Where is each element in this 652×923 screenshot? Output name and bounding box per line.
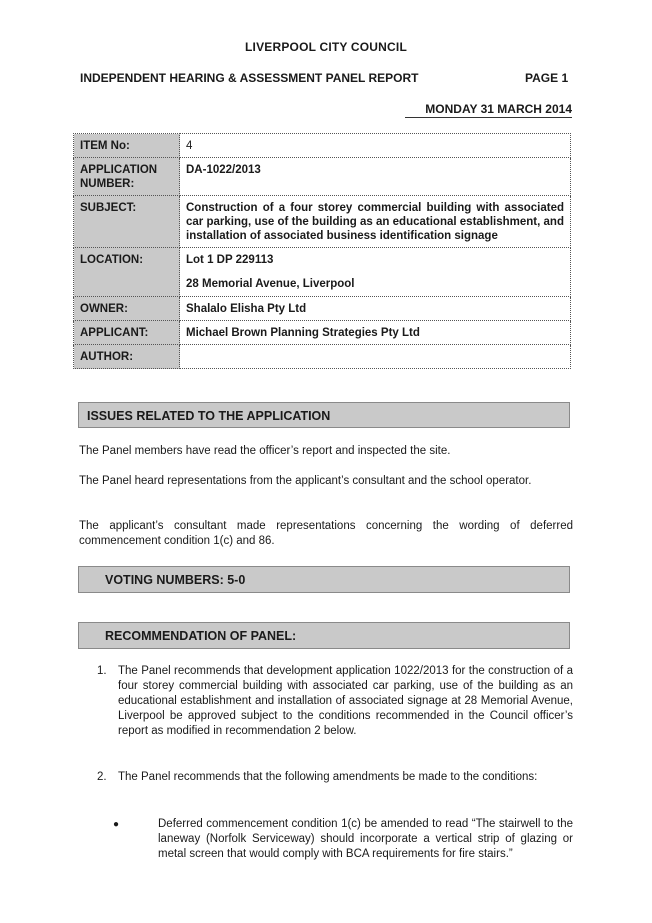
recommendation-heading: RECOMMENDATION OF PANEL: bbox=[78, 622, 570, 649]
item-no-label: ITEM No: bbox=[74, 134, 180, 158]
location-value bbox=[180, 248, 571, 297]
issues-paragraph: The Panel heard representations from the applicant’s consultant and the school operator. bbox=[79, 475, 532, 487]
issues-paragraph: The Panel members have read the officer’s report and inspected the site. bbox=[79, 445, 451, 457]
bullet-icon: ● bbox=[113, 819, 120, 830]
location-lot: Lot 1 DP 229113 bbox=[186, 254, 274, 266]
subject-label: SUBJECT: bbox=[74, 196, 180, 248]
recommendation-item bbox=[97, 664, 573, 739]
recommendation-text: The Panel recommends that the following amendments be made to the conditions: bbox=[118, 771, 538, 783]
owner-label: OWNER: bbox=[74, 297, 180, 321]
recommendation-number: 1. bbox=[97, 665, 107, 677]
council-name: LIVERPOOL CITY COUNCIL bbox=[245, 40, 407, 54]
issues-paragraph: The applicant’s consultant made representations concerning the wording of deferred commencement condition 1(c) and 86. bbox=[79, 520, 573, 547]
table-row bbox=[74, 134, 571, 158]
recommendation-item bbox=[97, 770, 573, 785]
item-no-value: 4 bbox=[180, 134, 571, 158]
application-details-table bbox=[73, 133, 571, 369]
table-row bbox=[74, 196, 571, 248]
page-number: PAGE 1 bbox=[525, 71, 569, 85]
voting-heading: VOTING NUMBERS: 5-0 bbox=[78, 566, 570, 593]
table-row bbox=[74, 158, 571, 196]
recommendation-text: The Panel recommends that development application 1022/2013 for the construction of a four storey commercial building with associated car parking, use of the building as an educational establishment and installation of associated signage at 28 Memorial Avenue, Liverpool be approved subject to the conditions recommended in the Council officer’s report as modified in recommendation 2 below. bbox=[118, 665, 573, 737]
report-title: INDEPENDENT HEARING & ASSESSMENT PANEL REPORT bbox=[80, 71, 419, 85]
applicant-label: APPLICANT: bbox=[74, 321, 180, 345]
issues-heading: ISSUES RELATED TO THE APPLICATION bbox=[78, 402, 570, 428]
table-row bbox=[74, 248, 571, 297]
condition-bullet bbox=[113, 817, 573, 862]
meeting-date: MONDAY 31 MARCH 2014 bbox=[425, 102, 572, 116]
table-row bbox=[74, 297, 571, 321]
condition-text: Deferred commencement condition 1(c) be amended to read “The stairwell to the laneway (Norfolk Serviceway) should incorporate a vertical strip of glazing or metal screen that would comply with BCA requirements for fire stairs.” bbox=[158, 818, 573, 860]
location-address: 28 Memorial Avenue, Liverpool bbox=[186, 278, 355, 290]
table-row bbox=[74, 345, 571, 369]
location-label: LOCATION: bbox=[74, 248, 180, 297]
subject-value: Construction of a four storey commercial building with associated car parking, use of the building as an educational establishment, and installation of associated business identification signage bbox=[180, 196, 571, 248]
date-underline bbox=[405, 117, 572, 118]
recommendation-number: 2. bbox=[97, 771, 107, 783]
applicant-value: Michael Brown Planning Strategies Pty Ltd bbox=[180, 321, 571, 345]
application-number-label: APPLICATION NUMBER: bbox=[74, 158, 180, 196]
table-row bbox=[74, 321, 571, 345]
application-number-value: DA-1022/2013 bbox=[180, 158, 571, 196]
author-label: AUTHOR: bbox=[74, 345, 180, 369]
author-value bbox=[180, 345, 571, 369]
owner-value: Shalalo Elisha Pty Ltd bbox=[180, 297, 571, 321]
